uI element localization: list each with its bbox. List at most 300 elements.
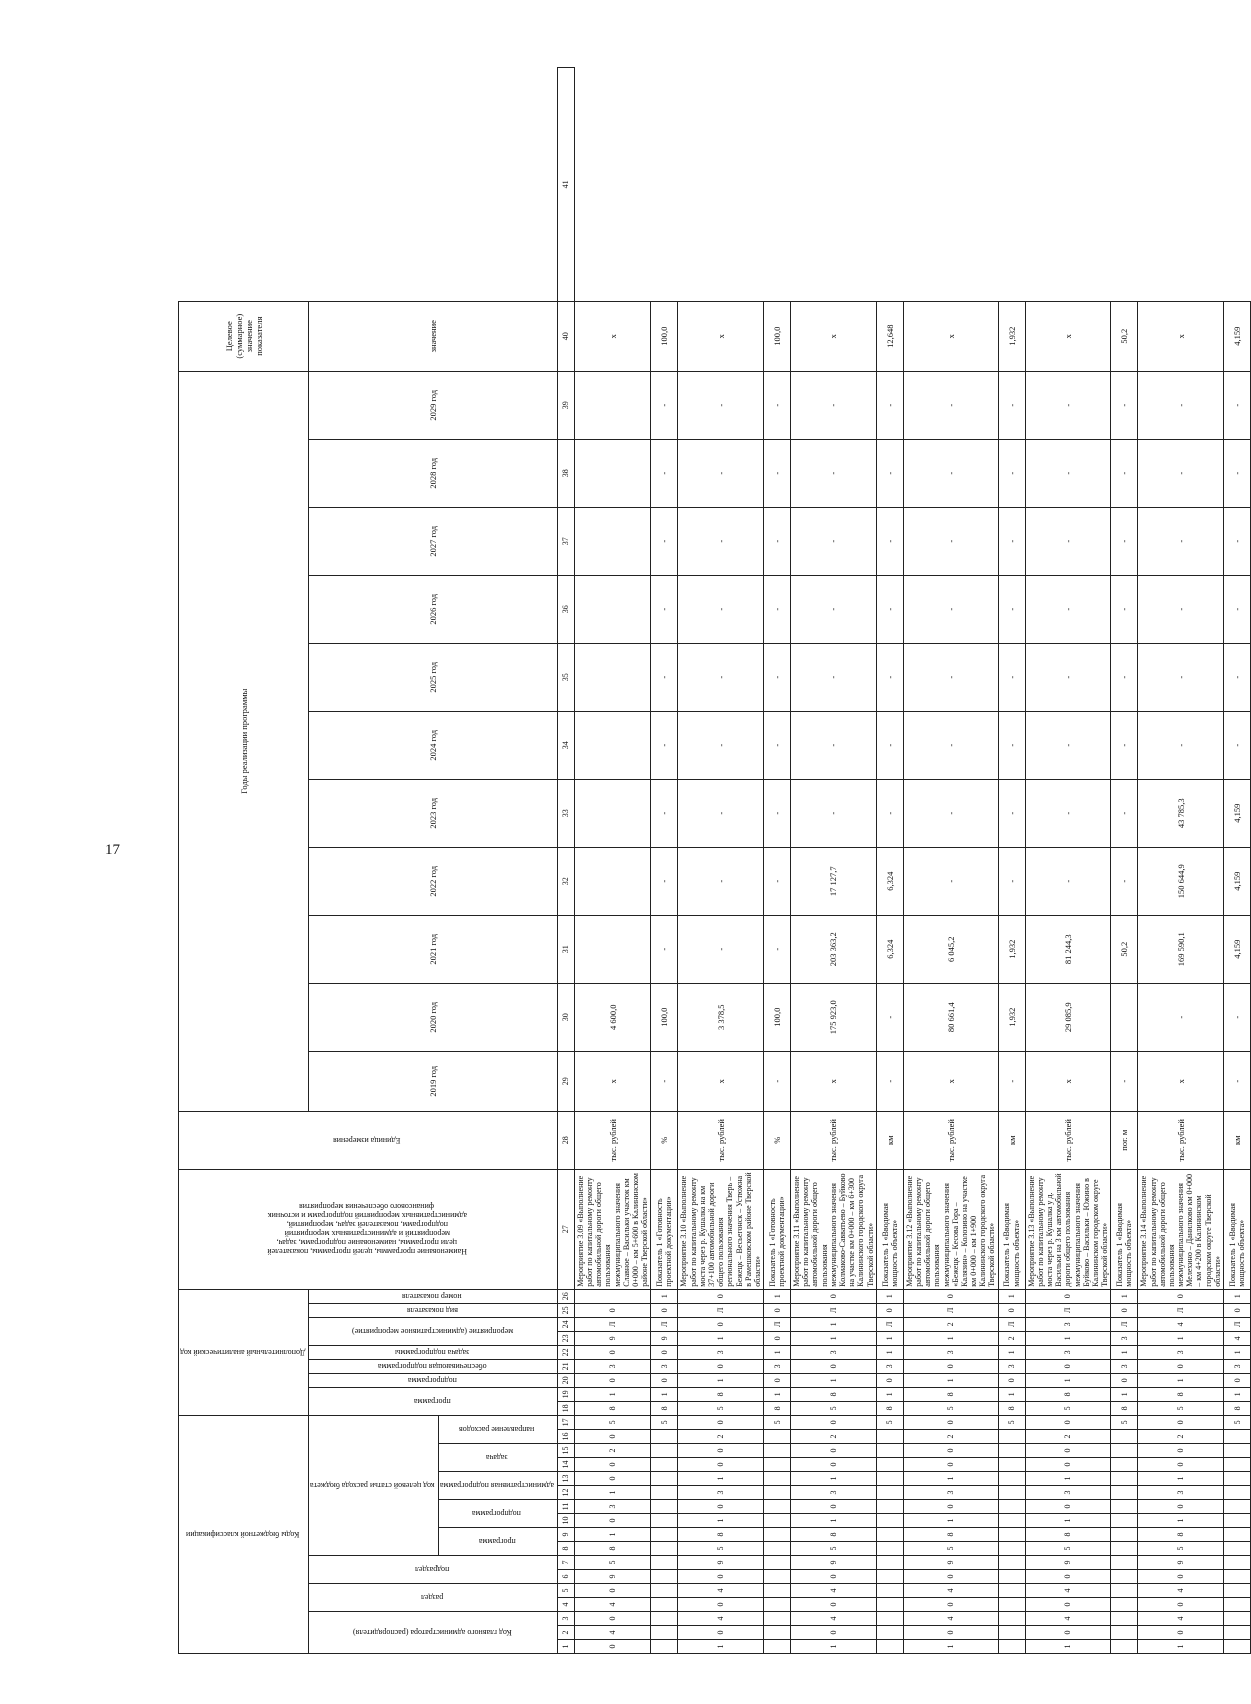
code-digit: 0 bbox=[574, 1345, 651, 1359]
code-digit: 1 bbox=[1138, 1373, 1224, 1387]
code-digit bbox=[876, 1444, 903, 1458]
code-digit: 5 bbox=[1111, 1415, 1138, 1429]
year-value: - bbox=[903, 779, 998, 847]
code-digit bbox=[764, 1612, 791, 1626]
code-digit: 8 bbox=[998, 1401, 1025, 1415]
year-value: - bbox=[764, 1051, 791, 1111]
year-value: 1,932 bbox=[998, 915, 1025, 983]
code-digit bbox=[1111, 1528, 1138, 1542]
year-value: - bbox=[764, 575, 791, 643]
year-value: - bbox=[791, 575, 877, 643]
code-digit: 0 bbox=[1224, 1373, 1251, 1387]
code-digit: 5 bbox=[1025, 1401, 1111, 1415]
ak-indicator-number bbox=[309, 1289, 557, 1303]
code-digit: 4 bbox=[1025, 1612, 1111, 1626]
code-digit: 3 bbox=[791, 1345, 877, 1359]
code-digit: 0 bbox=[574, 1303, 651, 1317]
code-digit: 0 bbox=[998, 1373, 1025, 1387]
year-value: - bbox=[764, 643, 791, 711]
code-digit: 0 bbox=[876, 1373, 903, 1387]
code-digit: Л bbox=[651, 1317, 678, 1331]
year-value: - bbox=[651, 847, 678, 915]
year-value: - bbox=[764, 507, 791, 575]
code-digit: 1 bbox=[903, 1514, 998, 1528]
year-value: - bbox=[764, 371, 791, 439]
code-digit bbox=[574, 1289, 651, 1303]
year-2020: 2020 год bbox=[309, 983, 557, 1051]
column-number: 10 bbox=[557, 1514, 574, 1528]
code-digit: 0 bbox=[1138, 1458, 1224, 1472]
code-digit: Л bbox=[903, 1303, 998, 1317]
code-digit: 1 bbox=[791, 1331, 877, 1345]
ak-program bbox=[309, 1387, 557, 1415]
code-digit: 0 bbox=[678, 1415, 764, 1429]
code-digit: 4 bbox=[678, 1612, 764, 1626]
code-digit: 8 bbox=[903, 1387, 998, 1401]
year-value: x bbox=[1025, 1051, 1111, 1111]
year-value: - bbox=[678, 711, 764, 779]
code-digit: 8 bbox=[1138, 1528, 1224, 1542]
code-digit: 1 bbox=[791, 1514, 877, 1528]
code-digit: 0 bbox=[1025, 1289, 1111, 1303]
code-digit: 1 bbox=[1224, 1345, 1251, 1359]
code-digit bbox=[1224, 1514, 1251, 1528]
year-value: - bbox=[1224, 439, 1251, 507]
column-number: 20 bbox=[557, 1373, 574, 1387]
code-digit bbox=[764, 1472, 791, 1486]
header-unit bbox=[179, 1111, 558, 1169]
year-value: - bbox=[764, 915, 791, 983]
year-value bbox=[1111, 983, 1138, 1051]
row-total: x bbox=[903, 301, 998, 371]
header-task-text: задача bbox=[486, 1453, 508, 1462]
year-value: - bbox=[876, 439, 903, 507]
year-value: - bbox=[764, 711, 791, 779]
year-value: - bbox=[678, 575, 764, 643]
year-value: - bbox=[1138, 439, 1224, 507]
row-total: x bbox=[1138, 301, 1224, 371]
year-value: - bbox=[1224, 711, 1251, 779]
column-number: 37 bbox=[557, 507, 574, 575]
year-2022: 2022 год bbox=[309, 847, 557, 915]
code-digit: 1 bbox=[678, 1472, 764, 1486]
row-unit: тыс. рублей bbox=[791, 1111, 877, 1169]
code-digit: 1 bbox=[791, 1317, 877, 1331]
code-digit: 5 bbox=[876, 1415, 903, 1429]
code-digit bbox=[876, 1584, 903, 1598]
year-value: - bbox=[998, 847, 1025, 915]
year-value: - bbox=[1138, 507, 1224, 575]
ak-indicator-type bbox=[309, 1303, 557, 1317]
header-article-code-text: код целевой статьи расхода бюджета bbox=[310, 1480, 435, 1490]
year-2027: 2027 год bbox=[309, 507, 557, 575]
row-unit: % bbox=[764, 1111, 791, 1169]
year-2023: 2023 год bbox=[309, 779, 557, 847]
year-value bbox=[574, 847, 651, 915]
year-value bbox=[574, 439, 651, 507]
code-digit: 4 bbox=[574, 1598, 651, 1612]
year-value: - bbox=[1111, 847, 1138, 915]
code-digit: 5 bbox=[678, 1401, 764, 1415]
code-digit bbox=[651, 1472, 678, 1486]
year-value bbox=[574, 779, 651, 847]
year-value: - bbox=[998, 643, 1025, 711]
year-value: - bbox=[1224, 1051, 1251, 1111]
code-digit bbox=[998, 1500, 1025, 1514]
code-digit bbox=[764, 1528, 791, 1542]
code-digit: 9 bbox=[1138, 1556, 1224, 1570]
code-digit: Л bbox=[1138, 1303, 1224, 1317]
ak-program-text: программа bbox=[413, 1396, 451, 1406]
code-digit: 3 bbox=[1224, 1359, 1251, 1373]
year-value: - bbox=[1111, 711, 1138, 779]
code-digit: 0 bbox=[1138, 1359, 1224, 1373]
column-number: 39 bbox=[557, 371, 574, 439]
header-row-1 bbox=[179, 68, 309, 1654]
year-value: - bbox=[998, 371, 1025, 439]
code-digit bbox=[998, 1640, 1025, 1654]
code-digit: 0 bbox=[903, 1598, 998, 1612]
row-name: Показатель 1 «Готовность проектной документации» bbox=[764, 1169, 791, 1289]
code-digit: 1 bbox=[678, 1331, 764, 1345]
header-article-code bbox=[309, 1415, 439, 1555]
year-value: - bbox=[876, 983, 903, 1051]
year-value: x bbox=[903, 1051, 998, 1111]
column-number: 32 bbox=[557, 847, 574, 915]
code-digit: 1 bbox=[1224, 1289, 1251, 1303]
year-value: - bbox=[651, 1051, 678, 1111]
code-digit: 3 bbox=[651, 1359, 678, 1373]
code-digit: 2 bbox=[1025, 1430, 1111, 1444]
code-digit: 0 bbox=[1025, 1458, 1111, 1472]
code-digit: 0 bbox=[1138, 1415, 1224, 1429]
row-name: Показатель 1 «Вводимая мощность объекта» bbox=[998, 1169, 1025, 1289]
code-digit bbox=[1111, 1514, 1138, 1528]
code-digit bbox=[1224, 1472, 1251, 1486]
code-digit bbox=[764, 1598, 791, 1612]
year-value bbox=[574, 643, 651, 711]
code-digit: 0 bbox=[651, 1373, 678, 1387]
year-value: 6,324 bbox=[876, 915, 903, 983]
code-digit bbox=[1224, 1612, 1251, 1626]
ak-subprogram-text: подпрограмма bbox=[407, 1375, 457, 1385]
code-digit: 0 bbox=[1138, 1500, 1224, 1514]
year-value: 3 378,5 bbox=[678, 983, 764, 1051]
code-digit: Л bbox=[574, 1317, 651, 1331]
code-digit: 3 bbox=[678, 1486, 764, 1500]
header-value: значение bbox=[309, 301, 557, 371]
year-2024: 2024 год bbox=[309, 711, 557, 779]
row-unit: км bbox=[998, 1111, 1025, 1169]
indicator-row bbox=[764, 68, 791, 1654]
code-digit: 8 bbox=[1224, 1401, 1251, 1415]
row-name: Показатель 1 «Вводимая мощность объекта» bbox=[1111, 1169, 1138, 1289]
code-digit: 5 bbox=[1138, 1401, 1224, 1415]
column-number: 9 bbox=[557, 1528, 574, 1542]
code-digit bbox=[1224, 1458, 1251, 1472]
code-digit: Л bbox=[791, 1303, 877, 1317]
code-digit bbox=[1224, 1598, 1251, 1612]
code-digit: 0 bbox=[574, 1458, 651, 1472]
code-digit bbox=[998, 1472, 1025, 1486]
code-digit: 1 bbox=[678, 1640, 764, 1654]
code-digit bbox=[876, 1486, 903, 1500]
code-digit: 1 bbox=[1025, 1331, 1111, 1345]
year-value: - bbox=[651, 439, 678, 507]
year-value: 6 045,2 bbox=[903, 915, 998, 983]
code-digit: 0 bbox=[1111, 1373, 1138, 1387]
code-digit: 3 bbox=[678, 1345, 764, 1359]
code-digit: 0 bbox=[678, 1626, 764, 1640]
row-unit: тыс. рублей bbox=[678, 1111, 764, 1169]
column-number: 19 bbox=[557, 1387, 574, 1401]
code-digit bbox=[651, 1612, 678, 1626]
code-digit: 0 bbox=[574, 1584, 651, 1598]
year-value: - bbox=[1025, 507, 1111, 575]
year-value: - bbox=[651, 915, 678, 983]
year-value: - bbox=[876, 371, 903, 439]
year-value bbox=[574, 711, 651, 779]
code-digit: 3 bbox=[791, 1486, 877, 1500]
code-digit: 1 bbox=[651, 1387, 678, 1401]
year-value: - bbox=[1138, 983, 1224, 1051]
year-value: - bbox=[876, 507, 903, 575]
code-digit bbox=[1111, 1570, 1138, 1584]
code-digit: 1 bbox=[876, 1289, 903, 1303]
code-digit: 1 bbox=[574, 1387, 651, 1401]
code-digit: 3 bbox=[1111, 1331, 1138, 1345]
code-digit bbox=[876, 1570, 903, 1584]
year-value: - bbox=[791, 371, 877, 439]
year-value: 203 363,2 bbox=[791, 915, 877, 983]
code-digit: 0 bbox=[678, 1444, 764, 1458]
activity-row bbox=[678, 68, 764, 1654]
year-value: - bbox=[1224, 983, 1251, 1051]
code-digit bbox=[651, 1542, 678, 1556]
code-digit: 1 bbox=[998, 1387, 1025, 1401]
code-digit bbox=[876, 1598, 903, 1612]
code-digit bbox=[651, 1570, 678, 1584]
code-digit bbox=[651, 1556, 678, 1570]
code-digit: 0 bbox=[764, 1373, 791, 1387]
code-digit: 3 bbox=[903, 1486, 998, 1500]
column-number: 1 bbox=[557, 1640, 574, 1654]
column-number: 6 bbox=[557, 1570, 574, 1584]
code-digit bbox=[1224, 1528, 1251, 1542]
code-digit: 1 bbox=[791, 1472, 877, 1486]
code-digit: 0 bbox=[764, 1303, 791, 1317]
code-digit: 3 bbox=[1025, 1345, 1111, 1359]
activity-row bbox=[903, 68, 998, 1654]
header-years: Годы реализации программы bbox=[179, 371, 309, 1111]
code-digit: 1 bbox=[1111, 1387, 1138, 1401]
code-digit: 5 bbox=[678, 1542, 764, 1556]
code-digit: 1 bbox=[1025, 1472, 1111, 1486]
header-row-2 bbox=[309, 68, 439, 1654]
code-digit bbox=[764, 1514, 791, 1528]
row-name: Показатель 1 «Вводимая мощность объекта» bbox=[1224, 1169, 1251, 1289]
page-number: 17 bbox=[105, 842, 120, 858]
code-digit: 5 bbox=[791, 1401, 877, 1415]
year-value: - bbox=[791, 779, 877, 847]
year-value bbox=[574, 915, 651, 983]
code-digit: 0 bbox=[574, 1430, 651, 1444]
year-value: - bbox=[998, 507, 1025, 575]
row-total: 12,648 bbox=[876, 301, 903, 371]
code-digit: 8 bbox=[876, 1401, 903, 1415]
code-digit: 5 bbox=[1138, 1542, 1224, 1556]
header-budget-codes-text: Коды бюджетной классификации bbox=[186, 1529, 300, 1539]
column-number: 2 bbox=[557, 1626, 574, 1640]
header-task bbox=[438, 1444, 557, 1472]
row-unit: тыс. рублей bbox=[903, 1111, 998, 1169]
activity-row bbox=[574, 68, 651, 1654]
code-digit: 1 bbox=[1025, 1514, 1111, 1528]
code-digit: 5 bbox=[791, 1542, 877, 1556]
code-digit bbox=[764, 1500, 791, 1514]
code-digit bbox=[764, 1584, 791, 1598]
year-value: - bbox=[1111, 779, 1138, 847]
code-digit: 9 bbox=[574, 1570, 651, 1584]
code-digit: 2 bbox=[1138, 1430, 1224, 1444]
column-number: 29 bbox=[557, 1051, 574, 1111]
code-digit bbox=[998, 1556, 1025, 1570]
code-digit: 8 bbox=[651, 1401, 678, 1415]
year-2026: 2026 год bbox=[309, 575, 557, 643]
code-digit: 0 bbox=[1025, 1415, 1111, 1429]
year-value: - bbox=[651, 711, 678, 779]
column-number: 15 bbox=[557, 1444, 574, 1458]
code-digit: 0 bbox=[903, 1444, 998, 1458]
code-digit: 0 bbox=[998, 1303, 1025, 1317]
code-digit: 0 bbox=[791, 1415, 877, 1429]
code-digit bbox=[1111, 1486, 1138, 1500]
code-digit: 0 bbox=[764, 1331, 791, 1345]
code-digit bbox=[651, 1640, 678, 1654]
column-number: 31 bbox=[557, 915, 574, 983]
column-number: 11 bbox=[557, 1500, 574, 1514]
code-digit: 2 bbox=[574, 1444, 651, 1458]
year-value: - bbox=[764, 779, 791, 847]
header-admin-code-text: Код главного администратора (распорядителя) bbox=[352, 1628, 512, 1637]
year-value bbox=[574, 507, 651, 575]
code-digit: 3 bbox=[1025, 1486, 1111, 1500]
year-value: 100,0 bbox=[651, 983, 678, 1051]
row-total: x bbox=[574, 301, 651, 371]
row-total: x bbox=[678, 301, 764, 371]
code-digit: 1 bbox=[791, 1640, 877, 1654]
code-digit: 0 bbox=[1025, 1359, 1111, 1373]
code-digit: 0 bbox=[678, 1289, 764, 1303]
code-digit bbox=[1224, 1500, 1251, 1514]
header-subprogram-text: подпрограмма bbox=[472, 1509, 522, 1518]
code-digit: 9 bbox=[651, 1331, 678, 1345]
year-value: 4,159 bbox=[1224, 847, 1251, 915]
code-digit: 8 bbox=[574, 1401, 651, 1415]
ak-admin-sub bbox=[309, 1359, 557, 1373]
code-digit: 0 bbox=[1025, 1598, 1111, 1612]
header-total: Целевое (суммарное) значение показателя bbox=[179, 301, 309, 371]
year-value: 175 923,0 bbox=[791, 983, 877, 1051]
code-digit: 0 bbox=[678, 1458, 764, 1472]
indicator-row bbox=[876, 68, 903, 1654]
code-digit bbox=[651, 1598, 678, 1612]
code-digit: 0 bbox=[1138, 1570, 1224, 1584]
code-digit: 5 bbox=[1224, 1415, 1251, 1429]
header-admin-program bbox=[438, 1472, 557, 1500]
header-program bbox=[438, 1528, 557, 1556]
year-value: 150 644,9 bbox=[1138, 847, 1224, 915]
code-digit: 0 bbox=[678, 1359, 764, 1373]
code-digit bbox=[876, 1458, 903, 1472]
code-digit: 0 bbox=[903, 1359, 998, 1373]
header-subsection-text: подраздел bbox=[415, 1565, 450, 1574]
code-digit: 0 bbox=[903, 1626, 998, 1640]
year-value: - bbox=[876, 643, 903, 711]
year-value: - bbox=[1111, 1051, 1138, 1111]
year-value: - bbox=[791, 643, 877, 711]
ak-indicator-type-text: вид показателя bbox=[406, 1305, 458, 1315]
code-digit: 1 bbox=[903, 1640, 998, 1654]
year-2028: 2028 год bbox=[309, 439, 557, 507]
code-digit bbox=[1111, 1556, 1138, 1570]
code-digit: 0 bbox=[791, 1598, 877, 1612]
code-digit bbox=[651, 1626, 678, 1640]
code-digit: 3 bbox=[1138, 1486, 1224, 1500]
year-value: - bbox=[791, 711, 877, 779]
code-digit: 0 bbox=[903, 1458, 998, 1472]
column-number: 3 bbox=[557, 1612, 574, 1626]
code-digit bbox=[876, 1640, 903, 1654]
code-digit: 0 bbox=[574, 1612, 651, 1626]
year-value: 6,324 bbox=[876, 847, 903, 915]
code-digit: 3 bbox=[876, 1359, 903, 1373]
code-digit: 0 bbox=[1138, 1626, 1224, 1640]
header-program-text: программа bbox=[478, 1537, 516, 1546]
code-digit: 0 bbox=[791, 1626, 877, 1640]
year-value: 50,2 bbox=[1111, 915, 1138, 983]
year-value: - bbox=[876, 575, 903, 643]
code-digit: 8 bbox=[1025, 1528, 1111, 1542]
activity-row bbox=[791, 68, 877, 1654]
code-digit: 8 bbox=[1025, 1387, 1111, 1401]
header-section-text: раздел bbox=[421, 1593, 444, 1602]
code-digit: 4 bbox=[678, 1584, 764, 1598]
code-digit bbox=[876, 1500, 903, 1514]
code-digit bbox=[1224, 1584, 1251, 1598]
year-value: - bbox=[1111, 575, 1138, 643]
year-value: x bbox=[574, 1051, 651, 1111]
column-number: 4 bbox=[557, 1598, 574, 1612]
code-digit: 0 bbox=[651, 1345, 678, 1359]
ak-admin-sub-text: обеспечивающая подпрограмма bbox=[377, 1361, 487, 1371]
header-subsection bbox=[309, 1556, 557, 1584]
code-digit bbox=[764, 1626, 791, 1640]
year-value: - bbox=[1025, 439, 1111, 507]
header-section bbox=[309, 1584, 557, 1612]
code-digit: Л bbox=[1111, 1317, 1138, 1331]
code-digit bbox=[876, 1472, 903, 1486]
code-digit: 0 bbox=[903, 1415, 998, 1429]
header-admin-program-text: административная подпрограмма bbox=[439, 1481, 554, 1490]
year-2025: 2025 год bbox=[309, 643, 557, 711]
code-digit: 0 bbox=[1025, 1570, 1111, 1584]
code-digit bbox=[764, 1556, 791, 1570]
ak-activity bbox=[309, 1317, 557, 1345]
code-digit bbox=[876, 1514, 903, 1528]
column-number: 38 bbox=[557, 439, 574, 507]
code-digit bbox=[1224, 1626, 1251, 1640]
